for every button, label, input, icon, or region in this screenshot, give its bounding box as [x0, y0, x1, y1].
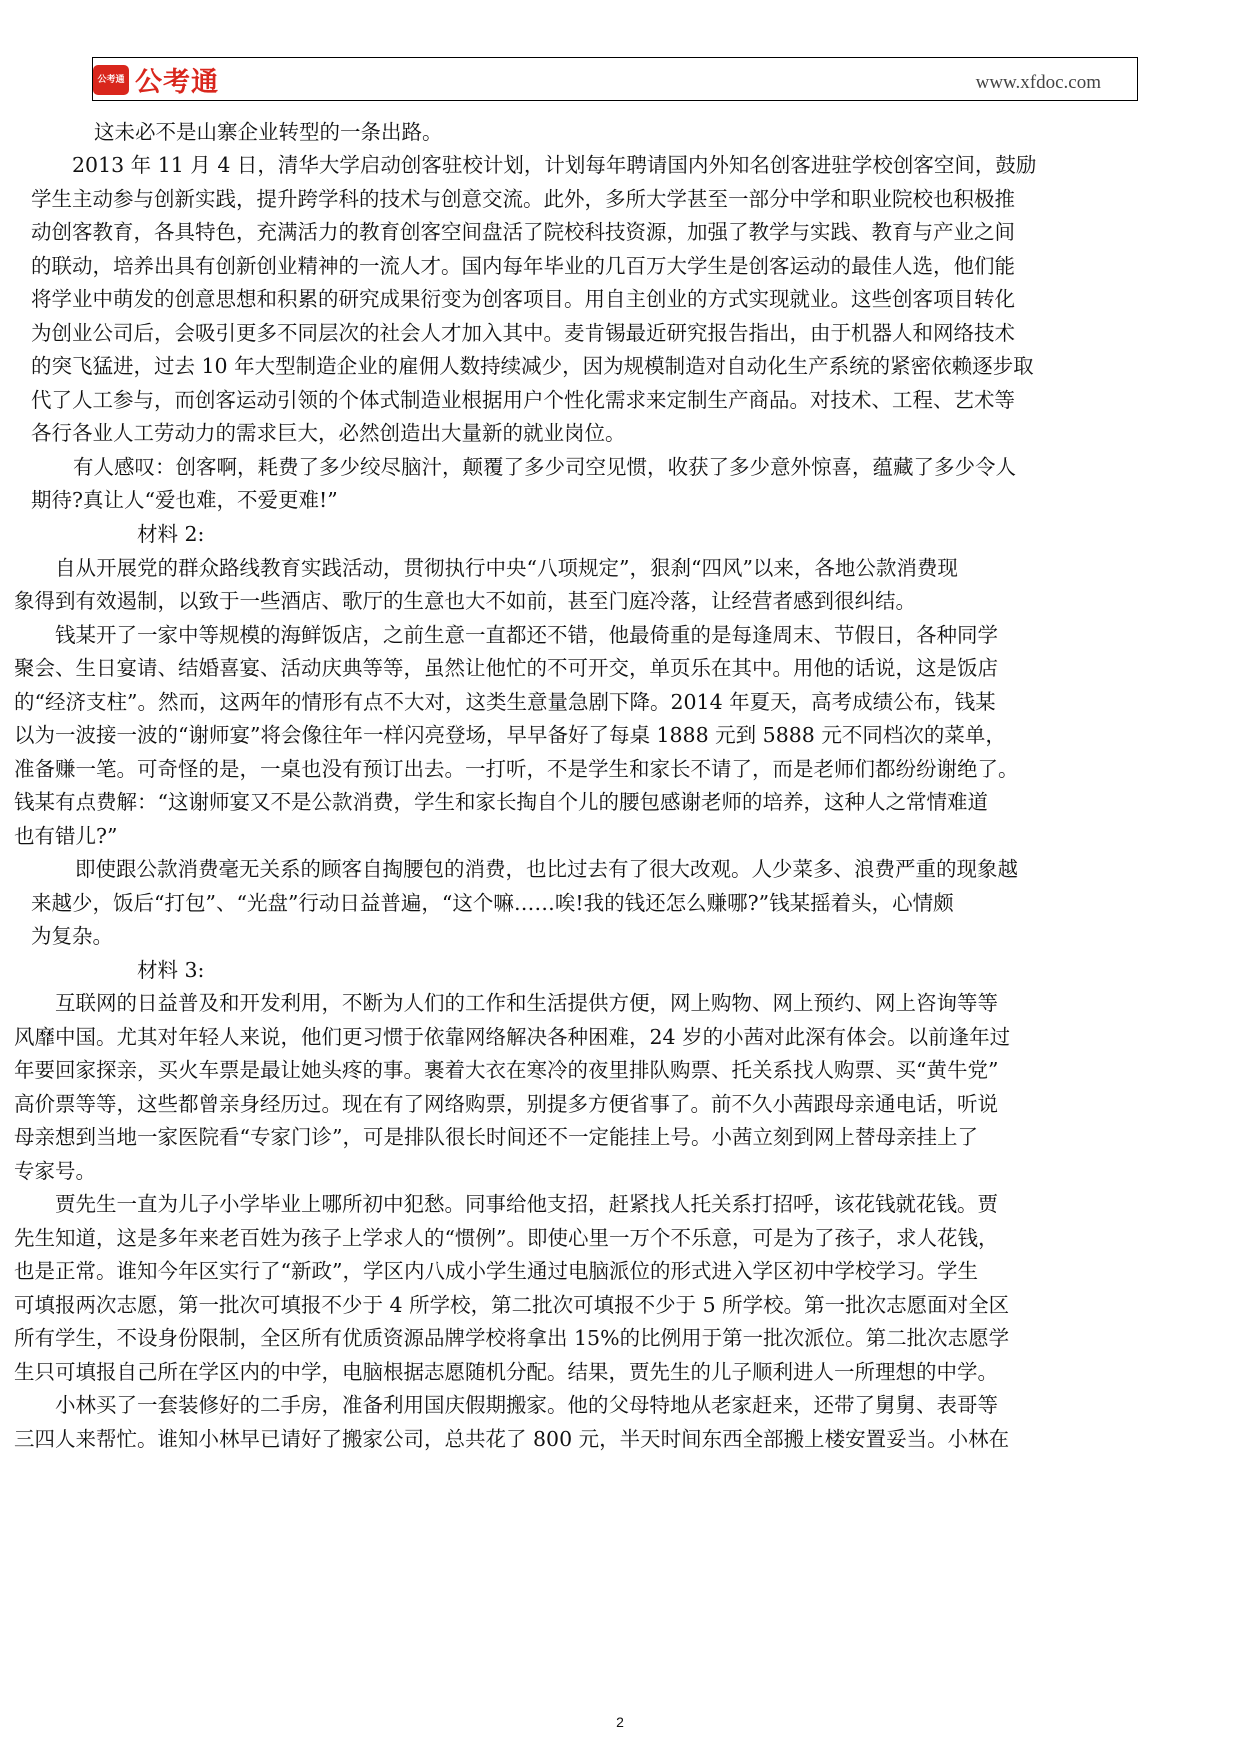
- page-header: [92, 57, 1138, 101]
- text-line: 来越少，饭后“打包”、“光盘”行动日益普遍，“这个嘛……唉!我的钱还怎么赚哪?”钱某摇着头，心情颇: [31, 891, 954, 915]
- page-number: 2: [616, 1714, 624, 1730]
- text-line: 高价票等等，这些都曾亲身经历过。现在有了网络购票，别提多方便省事了。前不久小茜跟母亲通电话，听说: [14, 1092, 998, 1116]
- text-line: 年要回家探亲，买火车票是最让她头疼的事。裹着大衣在寒冷的夜里排队购票、托关系找人购票、买“黄牛党”: [14, 1058, 999, 1082]
- text-line: 有人感叹：创客啊，耗费了多少绞尽脑汁，颠覆了多少司空见惯，收获了多少意外惊喜，蕴藏了多少令人: [73, 455, 1016, 479]
- text-line: 小林买了一套装修好的二手房，准备利用国庆假期搬家。他的父母特地从老家赶来，还带了舅舅、表哥等: [55, 1393, 998, 1417]
- text-line: 的突飞猛进，过去 10 年大型制造企业的雇佣人数持续减少，因为规模制造对自动化生产系统的紧密依赖逐步取: [31, 354, 1034, 378]
- text-line: 先生知道，这是多年来老百姓为孩子上学求人的“惯例”。即使心里一万个不乐意，可是为了孩子，求人花钱，: [14, 1226, 999, 1250]
- text-line: 各行各业人工劳动力的需求巨大，必然创造出大量新的就业岗位。: [31, 421, 626, 445]
- text-line: 将学业中萌发的创意思想和积累的研究成果衍变为创客项目。用自主创业的方式实现就业。这些创客项目转化: [31, 287, 1015, 311]
- text-line: 聚会、生日宴请、结婚喜宴、活动庆典等等，虽然让他忙的不可开交，单页乐在其中。用他的话说，这是饭店: [14, 656, 998, 680]
- text-line: 这未必不是山寨企业转型的一条出路。: [94, 120, 443, 144]
- logo: [93, 60, 219, 99]
- section-heading: 材料 2:: [137, 522, 205, 546]
- text-line: 即使跟公款消费毫无关系的顾客自掏腰包的消费，也比过去有了很大改观。人少菜多、浪费严重的现象越: [75, 857, 1018, 881]
- text-line: 可填报两次志愿，第一批次可填报不少于 4 所学校，第二批次可填报不少于 5 所学校。第一批次志愿面对全区: [14, 1293, 1010, 1317]
- text-line: 准备赚一笔。可奇怪的是，一桌也没有预订出去。一打听，不是学生和家长不请了，而是老师们都纷纷谢绝了。: [14, 757, 1019, 781]
- text-line: 也是正常。谁知今年区实行了“新政”，学区内八成小学生通过电脑派位的形式进入学区初中学校学习。学生: [14, 1259, 978, 1283]
- text-line: 2013 年 11 月 4 日，清华大学启动创客驻校计划，计划每年聘请国内外知名创客进驻学校创客空间，鼓励: [72, 153, 1037, 177]
- text-line: 的联动，培养出具有创新创业精神的一流人才。国内每年毕业的几百万大学生是创客运动的最佳人选，他们能: [31, 254, 1015, 278]
- site-url: www.xfdoc.com: [975, 72, 1101, 93]
- text-line: 以为一波接一波的“谢师宴”将会像往年一样闪亮登场，早早备好了每桌 1888 元到 5888 元不同档次的菜单，: [14, 723, 1006, 747]
- text-line: 象得到有效遏制，以致于一些酒店、歌厅的生意也大不如前，甚至门庭冷落，让经营者感到很纠结。: [14, 589, 916, 613]
- logo-text: 公考通: [135, 67, 219, 98]
- text-line: 风靡中国。尤其对年轻人来说，他们更习惯于依靠网络解决各种困难，24 岁的小茜对此深有体会。以前逢年过: [14, 1025, 1011, 1049]
- text-line: 也有错儿?”: [14, 824, 118, 848]
- text-line: 互联网的日益普及和开发利用，不断为人们的工作和生活提供方便，网上购物、网上预约、网上咨询等等: [55, 991, 998, 1015]
- text-line: 钱某开了一家中等规模的海鲜饭店，之前生意一直都还不错，他最倚重的是每逢周末、节假日，各种同学: [55, 623, 998, 647]
- text-line: 的“经济支柱”。然而，这两年的情形有点不大对，这类生意量急剧下降。2014 年夏天，高考成绩公布，钱某: [14, 690, 996, 714]
- text-line: 贾先生一直为儿子小学毕业上哪所初中犯愁。同事给他支招，赶紧找人托关系打招呼，该花钱就花钱。贾: [55, 1192, 998, 1216]
- text-line: 期待?真让人“爱也难，不爱更难!”: [31, 488, 338, 512]
- section-heading: 材料 3:: [137, 958, 205, 982]
- text-line: 母亲想到当地一家医院看“专家门诊”，可是排队很长时间还不一定能挂上号。小茜立刻到网上替母亲挂上了: [14, 1125, 978, 1149]
- text-line: 自从开展党的群众路线教育实践活动，贯彻执行中央“八项规定”，狠刹“四风”以来，各地公款消费现: [55, 556, 958, 580]
- text-line: 钱某有点费解：“这谢师宴又不是公款消费，学生和家长掏自个儿的腰包感谢老师的培养，这种人之常情难道: [14, 790, 988, 814]
- text-line: 动创客教育，各具特色，充满活力的教育创客空间盘活了院校科技资源，加强了教学与实践、教育与产业之间: [31, 220, 1015, 244]
- logo-badge-icon: 公考通: [93, 65, 129, 95]
- text-line: 代了人工参与，而创客运动引领的个体式制造业根据用户个性化需求来定制生产商品。对技术、工程、艺术等: [31, 388, 1015, 412]
- text-line: 专家号。: [14, 1159, 96, 1183]
- text-line: 为创业公司后，会吸引更多不同层次的社会人才加入其中。麦肯锡最近研究报告指出，由于机器人和网络技术: [31, 321, 1015, 345]
- text-line: 学生主动参与创新实践，提升跨学科的技术与创意交流。此外，多所大学甚至一部分中学和职业院校也积极推: [31, 187, 1015, 211]
- text-line: 三四人来帮忙。谁知小林早已请好了搬家公司，总共花了 800 元，半天时间东西全部搬上楼安置妥当。小林在: [14, 1427, 1010, 1451]
- text-line: 为复杂。: [31, 924, 113, 948]
- text-line: 所有学生，不设身份限制，全区所有优质资源品牌学校将拿出 15%的比例用于第一批次派位。第二批次志愿学: [14, 1326, 1010, 1350]
- text-line: 生只可填报自己所在学区内的中学，电脑根据志愿随机分配。结果，贾先生的儿子顺利进人一所理想的中学。: [14, 1360, 998, 1384]
